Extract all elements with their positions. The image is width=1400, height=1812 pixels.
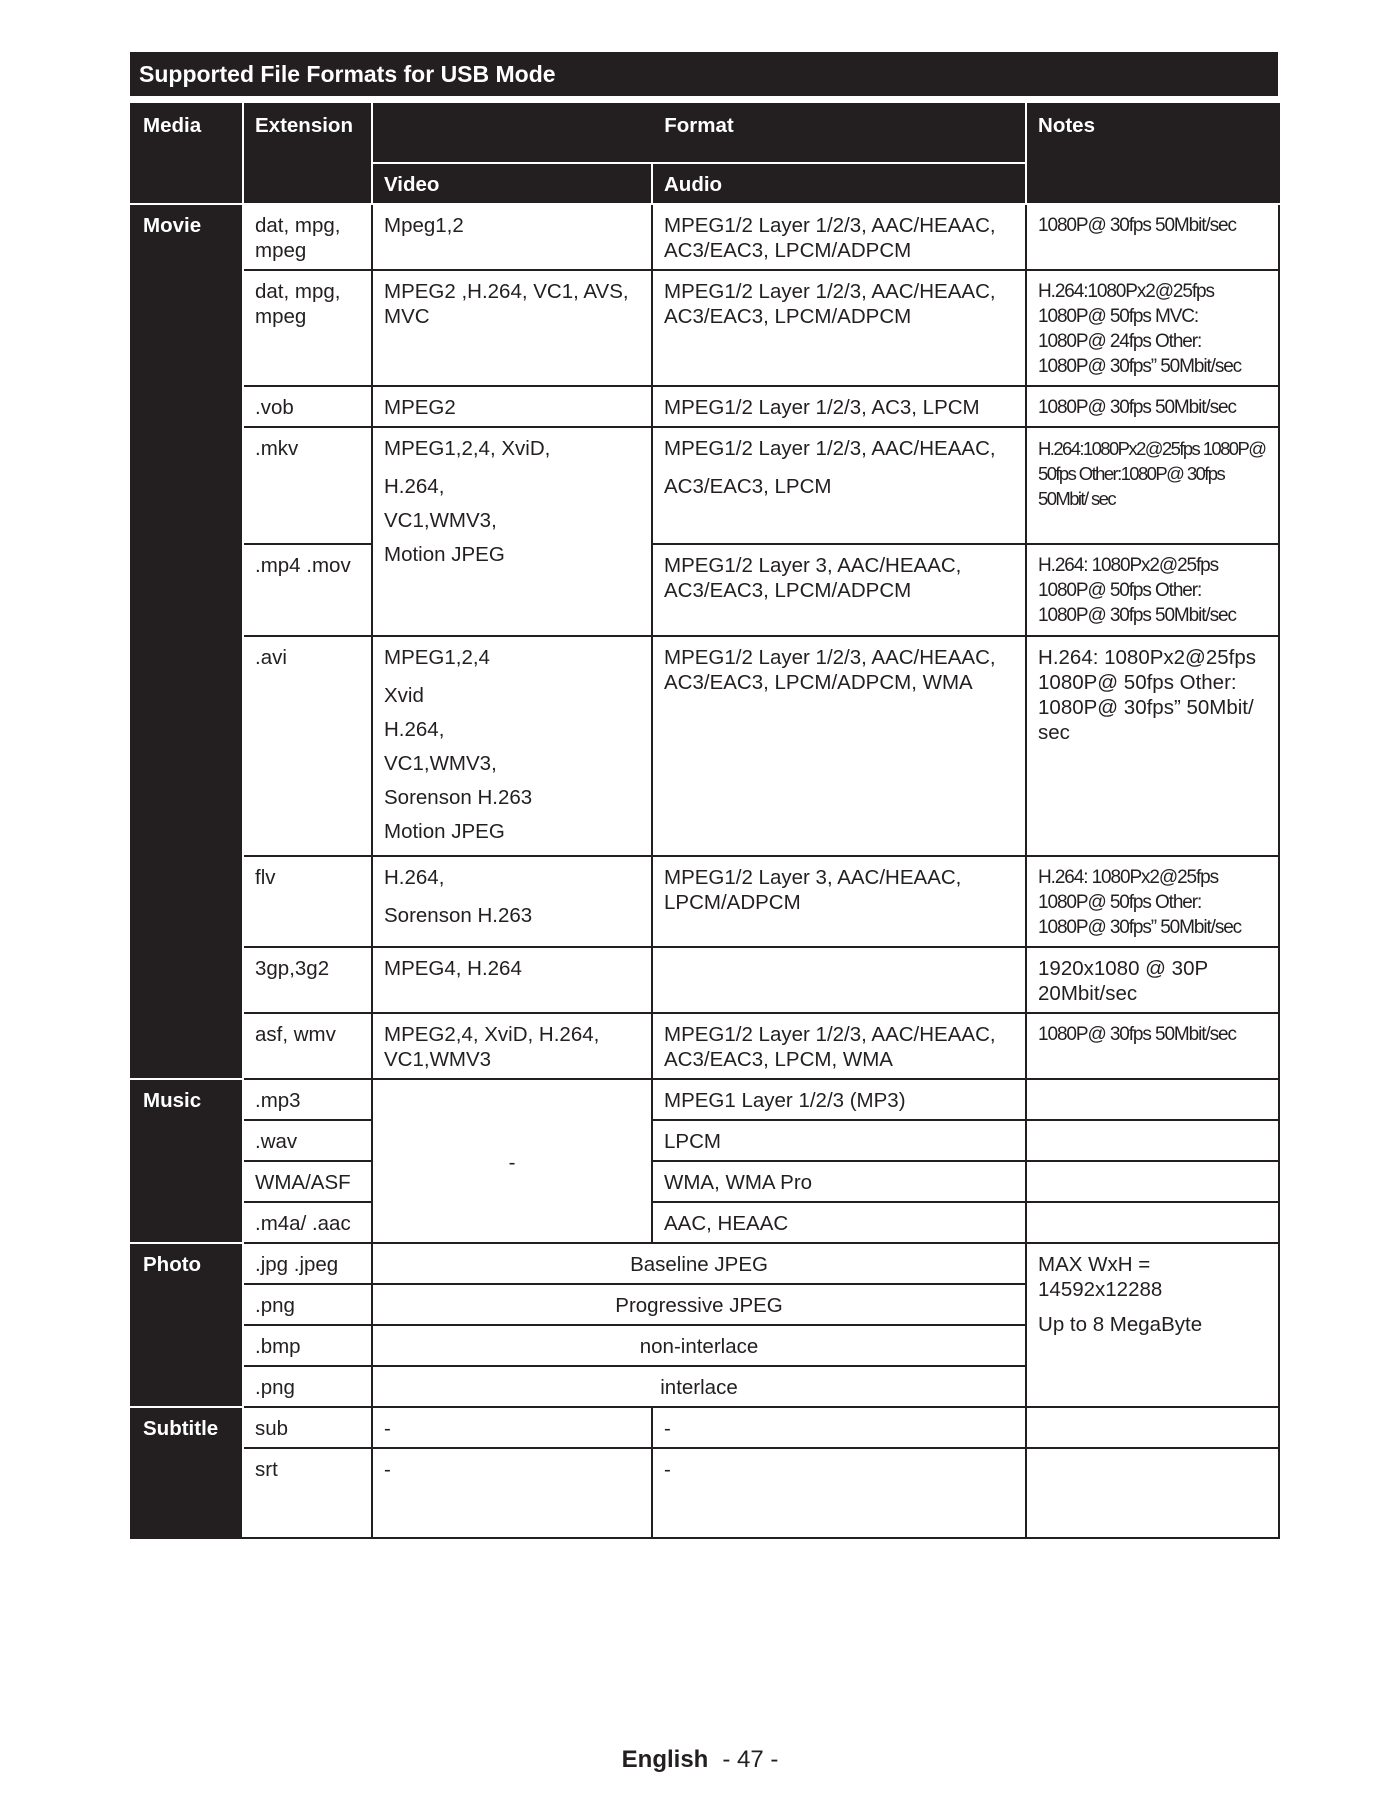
video-line: MPEG1,2,4, XviD, bbox=[384, 437, 551, 460]
audio-cell: AAC, HEAAC bbox=[652, 1202, 1026, 1243]
notes-cell bbox=[1026, 1161, 1279, 1202]
notes-cell: 1080P@ 30fps 50Mbit/sec bbox=[1026, 204, 1279, 270]
table-row bbox=[131, 1161, 1279, 1202]
notes-cell bbox=[1026, 1243, 1279, 1407]
audio-line: AC3/EAC3, LPCM bbox=[664, 475, 832, 498]
notes-cell bbox=[1026, 1448, 1279, 1538]
audio-cell: LPCM bbox=[652, 1120, 1026, 1161]
notes-cell bbox=[1026, 1202, 1279, 1243]
table-row bbox=[131, 636, 1279, 856]
video-cell bbox=[372, 856, 652, 947]
video-line: Xvid bbox=[384, 684, 424, 707]
video-line: H.264, bbox=[384, 866, 445, 889]
extension-cell: .png bbox=[243, 1366, 372, 1407]
video-cell: MPEG2 ,H.264, VC1, AVS, MVC bbox=[372, 270, 652, 386]
table-row bbox=[131, 1407, 1279, 1448]
header-video: Video bbox=[372, 163, 652, 204]
audio-cell bbox=[652, 427, 1026, 544]
footer-language: English bbox=[621, 1746, 709, 1773]
video-cell: Mpeg1,2 bbox=[372, 204, 652, 270]
photo-max-filesize: Up to 8 MegaByte bbox=[1038, 1313, 1203, 1336]
extension-cell: .mp4 .mov bbox=[243, 544, 372, 636]
video-cell: MPEG2 bbox=[372, 386, 652, 427]
extension-cell: srt bbox=[243, 1448, 372, 1538]
extension-cell: flv bbox=[243, 856, 372, 947]
notes-cell: 1080P@ 30fps 50Mbit/sec bbox=[1026, 1013, 1279, 1079]
media-movie: Movie bbox=[131, 204, 243, 1079]
extension-cell: asf, wmv bbox=[243, 1013, 372, 1079]
table-row bbox=[131, 270, 1279, 386]
table-row bbox=[131, 1013, 1279, 1079]
extension-cell: .wav bbox=[243, 1120, 372, 1161]
extension-cell: .mp3 bbox=[243, 1079, 372, 1120]
supported-formats-table bbox=[130, 103, 1280, 1539]
audio-cell: MPEG1/2 Layer 1/2/3, AAC/HEAAC, AC3/EAC3, LPCM/ADPCM, WMA bbox=[652, 636, 1026, 856]
notes-cell: 1920x1080 @ 30P 20Mbit/sec bbox=[1026, 947, 1279, 1013]
format-cell: non-interlace bbox=[372, 1325, 1026, 1366]
extension-cell: sub bbox=[243, 1407, 372, 1448]
table-row bbox=[131, 1448, 1279, 1538]
video-line: H.264, bbox=[384, 475, 445, 498]
media-subtitle: Subtitle bbox=[131, 1407, 243, 1538]
audio-cell: WMA, WMA Pro bbox=[652, 1161, 1026, 1202]
notes-cell: H.264: 1080Px2@25fps 1080P@ 50fps Other: 1080P@ 30fps” 50Mbit/ sec bbox=[1026, 636, 1279, 856]
notes-cell: H.264:1080Px2@25fps 1080P@ 50fps Other:1080P@ 30fps 50Mbit/ sec bbox=[1026, 427, 1279, 544]
notes-cell bbox=[1026, 1120, 1279, 1161]
table-row bbox=[131, 1079, 1279, 1120]
audio-cell: MPEG1 Layer 1/2/3 (MP3) bbox=[652, 1079, 1026, 1120]
audio-cell: - bbox=[652, 1448, 1026, 1538]
notes-cell bbox=[1026, 1407, 1279, 1448]
video-cell bbox=[372, 636, 652, 856]
photo-max-size: MAX WxH = 14592x12288 bbox=[1038, 1253, 1163, 1301]
extension-cell: .avi bbox=[243, 636, 372, 856]
video-line: VC1,WMV3, bbox=[384, 752, 497, 775]
video-line: H.264, bbox=[384, 718, 445, 741]
media-photo: Photo bbox=[131, 1243, 243, 1407]
header-format: Format bbox=[372, 104, 1026, 163]
notes-cell: 1080P@ 30fps 50Mbit/sec bbox=[1026, 386, 1279, 427]
table-row bbox=[131, 204, 1279, 270]
table-row bbox=[131, 1120, 1279, 1161]
extension-cell: 3gp,3g2 bbox=[243, 947, 372, 1013]
format-cell: interlace bbox=[372, 1366, 1026, 1407]
video-cell: MPEG4, H.264 bbox=[372, 947, 652, 1013]
header-media: Media bbox=[131, 104, 243, 204]
audio-cell: MPEG1/2 Layer 1/2/3, AAC/HEAAC, AC3/EAC3, LPCM/ADPCM bbox=[652, 204, 1026, 270]
page-number: - 47 - bbox=[722, 1746, 779, 1773]
audio-cell bbox=[652, 947, 1026, 1013]
video-line: VC1,WMV3, bbox=[384, 509, 497, 532]
video-cell: - bbox=[372, 1407, 652, 1448]
table-row bbox=[131, 386, 1279, 427]
table-row bbox=[131, 856, 1279, 947]
video-line: Motion JPEG bbox=[384, 543, 505, 566]
table-header-row bbox=[131, 104, 1279, 163]
header-audio: Audio bbox=[652, 163, 1026, 204]
audio-line: MPEG1/2 Layer 1/2/3, AAC/HEAAC, bbox=[664, 437, 996, 460]
media-music: Music bbox=[131, 1079, 243, 1243]
video-line: Motion JPEG bbox=[384, 820, 505, 843]
format-cell: Progressive JPEG bbox=[372, 1284, 1026, 1325]
extension-cell: .bmp bbox=[243, 1325, 372, 1366]
audio-cell: MPEG1/2 Layer 1/2/3, AAC/HEAAC, AC3/EAC3, LPCM/ADPCM bbox=[652, 270, 1026, 386]
notes-cell: H.264: 1080Px2@25fps 1080P@ 50fps Other: 1080P@ 30fps” 50Mbit/sec bbox=[1026, 856, 1279, 947]
video-line: MPEG1,2,4 bbox=[384, 646, 490, 669]
audio-cell: MPEG1/2 Layer 3, AAC/HEAAC, AC3/EAC3, LPCM/ADPCM bbox=[652, 544, 1026, 636]
video-cell: - bbox=[372, 1448, 652, 1538]
extension-cell: .vob bbox=[243, 386, 372, 427]
extension-cell: WMA/ASF bbox=[243, 1161, 372, 1202]
video-cell: MPEG2,4, XviD, H.264, VC1,WMV3 bbox=[372, 1013, 652, 1079]
audio-cell: MPEG1/2 Layer 1/2/3, AC3, LPCM bbox=[652, 386, 1026, 427]
notes-cell: H.264:1080Px2@25fps 1080P@ 50fps MVC: 1080P@ 24fps Other: 1080P@ 30fps” 50Mbit/sec bbox=[1026, 270, 1279, 386]
section-title: Supported File Formats for USB Mode bbox=[130, 52, 1278, 96]
page-footer bbox=[0, 1746, 1400, 1774]
extension-cell: dat, mpg, mpeg bbox=[243, 204, 372, 270]
extension-cell: .jpg .jpeg bbox=[243, 1243, 372, 1284]
table-row bbox=[131, 1243, 1279, 1284]
notes-cell: H.264: 1080Px2@25fps 1080P@ 50fps Other: 1080P@ 30fps 50Mbit/sec bbox=[1026, 544, 1279, 636]
extension-cell: dat, mpg, mpeg bbox=[243, 270, 372, 386]
header-extension: Extension bbox=[243, 104, 372, 204]
video-line: Sorenson H.263 bbox=[384, 786, 533, 809]
extension-cell: .mkv bbox=[243, 427, 372, 544]
audio-cell: MPEG1/2 Layer 3, AAC/HEAAC, LPCM/ADPCM bbox=[652, 856, 1026, 947]
extension-cell: .png bbox=[243, 1284, 372, 1325]
table-row bbox=[131, 1202, 1279, 1243]
video-line: Sorenson H.263 bbox=[384, 904, 533, 927]
audio-cell: - bbox=[652, 1407, 1026, 1448]
table-row bbox=[131, 427, 1279, 544]
video-cell: - bbox=[372, 1079, 652, 1243]
video-cell bbox=[372, 427, 652, 636]
table-row bbox=[131, 544, 1279, 636]
extension-cell: .m4a/ .aac bbox=[243, 1202, 372, 1243]
notes-cell bbox=[1026, 1079, 1279, 1120]
header-notes: Notes bbox=[1026, 104, 1279, 204]
format-cell: Baseline JPEG bbox=[372, 1243, 1026, 1284]
audio-cell: MPEG1/2 Layer 1/2/3, AAC/HEAAC, AC3/EAC3, LPCM, WMA bbox=[652, 1013, 1026, 1079]
table-row bbox=[131, 947, 1279, 1013]
